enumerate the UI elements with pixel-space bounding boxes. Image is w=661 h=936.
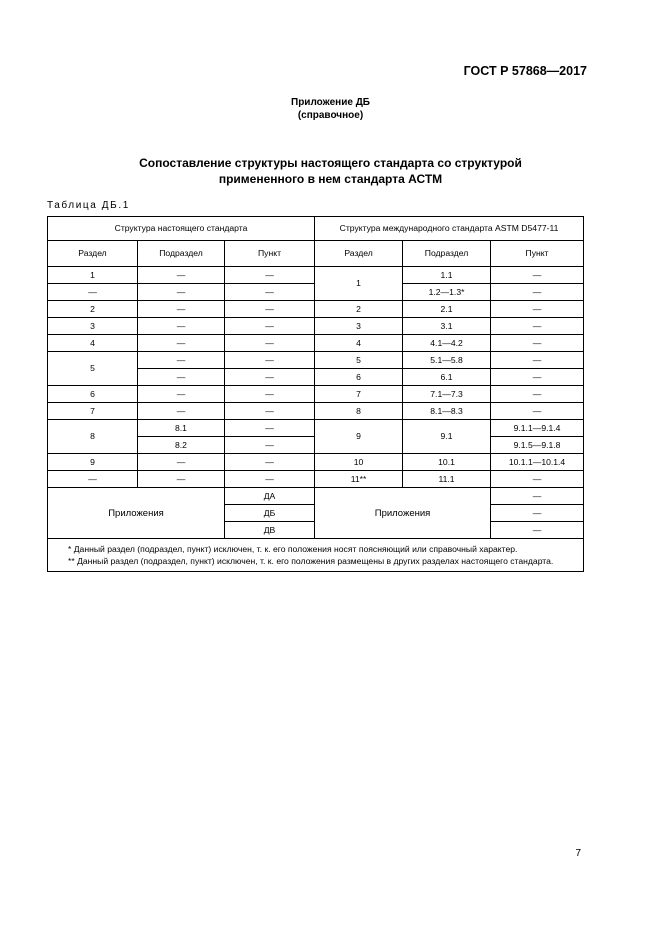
table-cell: 2 — [48, 301, 138, 318]
table-cell: — — [491, 471, 584, 488]
table-cell: — — [138, 352, 225, 369]
table-group-header — [48, 217, 584, 241]
table-cell: — — [225, 437, 315, 454]
table-cell: — — [48, 284, 138, 301]
table-row — [48, 471, 584, 488]
table-row — [48, 318, 584, 335]
table-row — [48, 403, 584, 420]
table-cell: 4.1—4.2 — [403, 335, 491, 352]
table-cell: — — [138, 267, 225, 284]
table-cell: 3 — [315, 318, 403, 335]
table-cell: — — [138, 471, 225, 488]
table-cell: 9.1 — [403, 420, 491, 454]
table-cell: 2.1 — [403, 301, 491, 318]
footnotes — [48, 539, 584, 572]
table-cell: 9.1.1—9.1.4 — [491, 420, 584, 437]
table-cell: 1 — [48, 267, 138, 284]
table-cell: — — [491, 335, 584, 352]
table-cell: 9 — [315, 420, 403, 454]
table-cell: 6 — [48, 386, 138, 403]
table-cell: 10 — [315, 454, 403, 471]
table-cell: 8.2 — [138, 437, 225, 454]
appendix-heading — [0, 96, 661, 122]
appendix-row — [48, 488, 584, 505]
table-cell: 4 — [48, 335, 138, 352]
table-cell: 5.1—5.8 — [403, 352, 491, 369]
table-cell: 9.1.5—9.1.8 — [491, 437, 584, 454]
table-cell: 3 — [48, 318, 138, 335]
table-cell: 7 — [48, 403, 138, 420]
table-cell: 10.1.1—10.1.4 — [491, 454, 584, 471]
table-cell: — — [225, 284, 315, 301]
table-cell: 6 — [315, 369, 403, 386]
table-row — [48, 454, 584, 471]
appendix-item: — — [491, 488, 584, 505]
table-cell: — — [225, 420, 315, 437]
table-cell: — — [138, 386, 225, 403]
column-header: Раздел — [315, 241, 403, 267]
appendix-item: ДА — [225, 488, 315, 505]
footnote: * Данный раздел (подраздел, пункт) исключен, т. к. его положения носят поясняющий или справочный характер. — [68, 544, 518, 554]
table-cell: — — [48, 471, 138, 488]
group-header-left: Структура настоящего стандарта — [48, 217, 315, 241]
table-row — [48, 386, 584, 403]
table-cell: 5 — [48, 352, 138, 386]
appendix-item: ДВ — [225, 522, 315, 539]
appendix-item: ДБ — [225, 505, 315, 522]
table-cell: — — [225, 386, 315, 403]
table-cell: — — [225, 471, 315, 488]
title-line-2: примененного в нем стандарта АСТМ — [218, 172, 443, 186]
table-cell: 7.1—7.3 — [403, 386, 491, 403]
table-cell: 1.2—1.3* — [403, 284, 491, 301]
table-caption: Таблица ДБ.1 — [47, 200, 130, 211]
table-cell: — — [225, 318, 315, 335]
table-cell: 8 — [315, 403, 403, 420]
column-header: Раздел — [48, 241, 138, 267]
table-row — [48, 335, 584, 352]
table-cell: 11** — [315, 471, 403, 488]
table-row — [48, 352, 584, 369]
table-cell: 3.1 — [403, 318, 491, 335]
footnote: ** Данный раздел (подраздел, пункт) исключен, т. к. его положения размещены в других разделах настоящего стандарта. — [68, 556, 554, 566]
appendix-item: — — [491, 505, 584, 522]
table-column-header — [48, 241, 584, 267]
group-header-right: Структура международного стандарта ASTM D5477-11 — [315, 217, 584, 241]
table-cell: 9 — [48, 454, 138, 471]
table-row — [48, 420, 584, 437]
page-number: 7 — [575, 848, 581, 859]
table-cell: — — [225, 267, 315, 284]
table-cell: — — [491, 267, 584, 284]
table-cell: — — [491, 318, 584, 335]
table-cell: — — [225, 454, 315, 471]
table-cell: — — [225, 301, 315, 318]
column-header: Пункт — [491, 241, 584, 267]
table-cell: — — [491, 352, 584, 369]
footnotes-row — [48, 539, 584, 572]
comparison-table — [47, 216, 584, 572]
table-cell: — — [225, 403, 315, 420]
table-row — [48, 267, 584, 284]
table-cell: — — [138, 369, 225, 386]
appendices-label-right: Приложения — [315, 488, 491, 539]
table-cell: 1 — [315, 267, 403, 301]
table-cell: 2 — [315, 301, 403, 318]
table-cell: 8 — [48, 420, 138, 454]
document-code: ГОСТ Р 57868—2017 — [463, 64, 587, 78]
table-cell: — — [138, 284, 225, 301]
table-cell: 7 — [315, 386, 403, 403]
title-line-1: Сопоставление структуры настоящего стандарта со структурой — [139, 156, 522, 170]
table-cell: 4 — [315, 335, 403, 352]
appendix-type: (справочное) — [297, 110, 364, 121]
table-cell: — — [225, 352, 315, 369]
table-cell: — — [225, 369, 315, 386]
column-header: Подраздел — [138, 241, 225, 267]
table-cell: — — [491, 284, 584, 301]
table-cell: 11.1 — [403, 471, 491, 488]
table-cell: — — [225, 335, 315, 352]
table-cell: — — [491, 386, 584, 403]
table-cell: 5 — [315, 352, 403, 369]
appendix-label: Приложение ДБ — [291, 97, 370, 108]
table-cell: 10.1 — [403, 454, 491, 471]
appendices-label-left: Приложения — [48, 488, 225, 539]
table-cell: — — [491, 369, 584, 386]
table-cell: 1.1 — [403, 267, 491, 284]
table-cell: — — [138, 301, 225, 318]
table-cell: — — [491, 301, 584, 318]
table-cell: — — [138, 403, 225, 420]
column-header: Подраздел — [403, 241, 491, 267]
table-row — [48, 301, 584, 318]
table-cell: — — [491, 403, 584, 420]
table-cell: 6.1 — [403, 369, 491, 386]
section-title — [0, 155, 661, 187]
table-cell: — — [138, 335, 225, 352]
table-cell: 8.1 — [138, 420, 225, 437]
table-cell: 8.1—8.3 — [403, 403, 491, 420]
table-cell: — — [138, 454, 225, 471]
column-header: Пункт — [225, 241, 315, 267]
table-cell: — — [138, 318, 225, 335]
appendix-item: — — [491, 522, 584, 539]
